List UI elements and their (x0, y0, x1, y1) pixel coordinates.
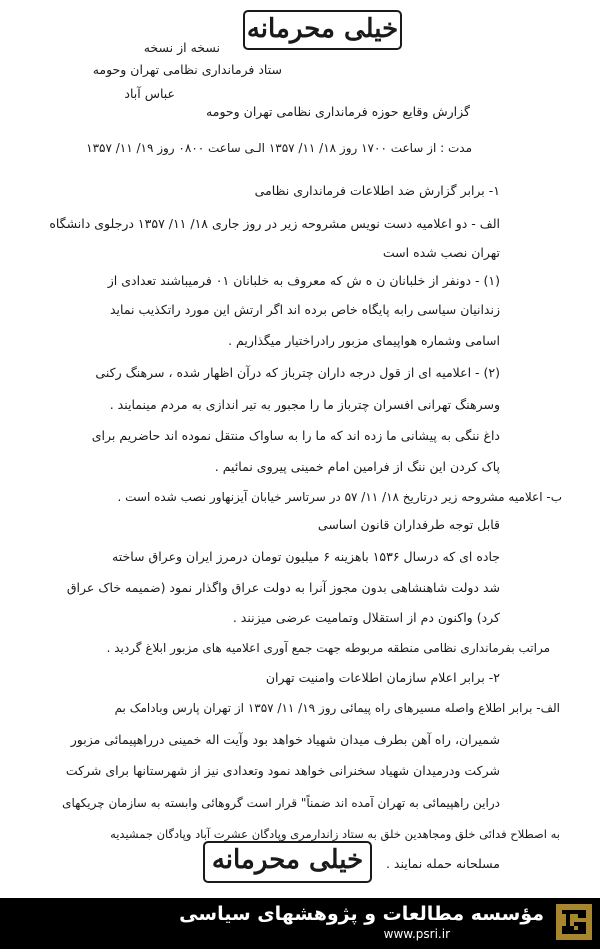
body-line: زندانیان سیاسی رابه پایگاه خاص برده اند اگر ارتش این مورد راتکذیب نماید (109, 302, 500, 317)
report-title: گزارش وقایع حوزه فرمانداری نظامی تهران وحومه (206, 104, 470, 119)
body-line: شمیران، راه آهن بطرف میدان شهیاد خواهد بود وآیت اله خمینی درراهپیمائی مزبور (70, 732, 500, 747)
body-line: ب- اعلامیه مشروحه زیر درتاریخ ۱۸/ ۱۱/ ۵۷ در سرتاسر خیابان آیزنهاور نصب شده است . (117, 490, 562, 504)
psri-logo-icon (556, 904, 592, 940)
body-line: شرکت ودرمیدان شهیاد سخنرانی خواهد نمود وتعدادی نیز از شهرستانها برای شرکت (65, 763, 500, 778)
publisher-name: مؤسسه مطالعات و پژوهشهای سیاسی (179, 903, 544, 925)
report-period: مدت : از ساعت ۱۷۰۰ روز ۱۸/ ۱۱/ ۱۳۵۷ الـی ساعت ۰۸۰۰ روز ۱۹/ ۱۱/ ۱۳۵۷ (86, 141, 472, 155)
body-line: مراتب بفرمانداری نظامی منطقه مربوطه جهت جمع آوری اعلامیه های مزبور ابلاغ گردید . (106, 641, 550, 655)
body-line: داغ ننگی به پیشانی ما زده اند که ما را به ساواک منتقل نموده اند حاضریم برای (91, 428, 500, 443)
body-line: قابل توجه طرفداران قانون اساسی (317, 517, 500, 532)
classification-stamp-top: خیلی محرمانه (243, 10, 402, 50)
body-line: الف - دو اعلامیه دست نویس مشروحه زیر در روز جاری ۱۸/ ۱۱/ ۱۳۵۷ درجلوی دانشگاه (49, 216, 500, 231)
body-line: تهران نصب شده است (382, 245, 500, 260)
body-line: (۱) - دونفر از خلبانان ن ه ش که معروف به خلبانان ۰۱ فرمیباشند تعدادی از (107, 273, 500, 288)
body-line: ۲- برابر اعلام سازمان اطلاعات وامنیت تهران (265, 670, 500, 685)
body-line: دراین راهپیمائی به تهران آمده اند ضمناً" قرار است گروهائی وابسته به سازمان چریکهای (62, 796, 500, 810)
body-line: شد دولت شاهنشاهی بدون مجوز آنرا به دولت عراق واگذار نمود (ضمیمه خاک عراق (66, 580, 500, 595)
body-line: وسرهنگ تهرانی افسران چترباز ما را مجبور به تیر اندازی به مردم مینمایند . (109, 397, 500, 412)
publisher-footer (0, 898, 600, 949)
copy-line: نسخه از نسخه (143, 40, 220, 55)
body-line: ۱- برابر گزارش ضد اطلاعات فرمانداری نظامی (254, 183, 500, 198)
body-line: پاک کردن این ننگ از فرامین امام خمینی پیروی نمائیم . (214, 459, 500, 474)
publisher-url[interactable]: www.psri.ir (383, 927, 450, 941)
body-line: الف- برابر اطلاع واصله مسیرهای راه پیمائی روز ۱۹/ ۱۱/ ۱۳۵۷ از تهران پارس وبادامک بم (114, 701, 560, 715)
body-line: اسامی وشماره هواپیمای مزبور رادراختیار میگذاریم . (228, 333, 500, 348)
body-line: کرد) واکنون دم از استقلال وتمامیت عرضی میزنند . (232, 610, 500, 625)
issuer-location: عباس آباد (124, 86, 175, 101)
body-line: به اصطلاح فدائی خلق ومجاهدین خلق به ستاد زاندارمری وپادگان عشرت آباد وپادگان جمشیدیه (110, 827, 560, 841)
body-line: مسلحانه حمله نمایند . (385, 856, 500, 871)
classification-stamp-bottom: خیلی محرمانه (203, 841, 372, 883)
body-line: جاده ای که درسال ۱۵۳۶ باهزینه ۶ میلیون تومان درمرز ایران وعراق ساخته (112, 549, 500, 564)
body-line: (۲) - اعلامیه ای از قول درجه داران چترباز که درآن اظهار شده ، سرهنگ رکنی (95, 365, 500, 380)
issuer-line: ستاد فرمانداری نظامی تهران وحومه (92, 62, 282, 77)
